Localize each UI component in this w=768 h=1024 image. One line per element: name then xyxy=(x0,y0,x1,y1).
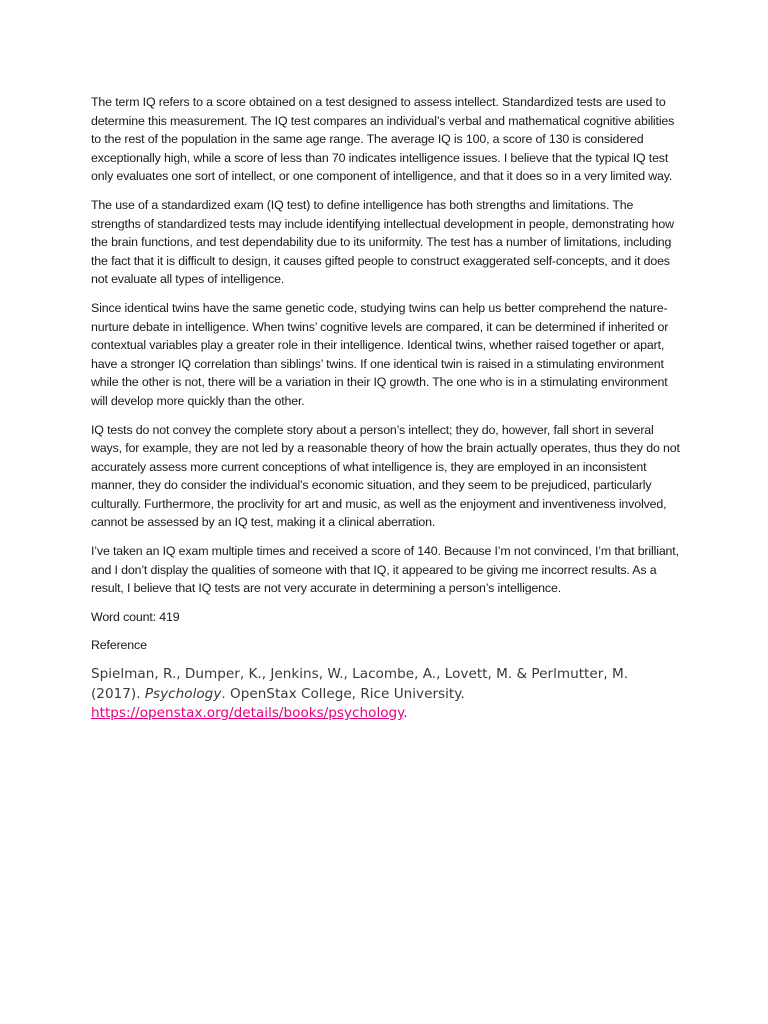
reference-url-link[interactable]: https://openstax.org/details/books/psychology xyxy=(91,705,404,722)
paragraph-strengths-limitations: The use of a standardized exam (IQ test) to define intelligence has both strengths and limitations. The strengths of standardized tests may include identifying intellectual development in people, demonstrating how the brain functions, and test dependability due to its uniformity. The test has a number of limitations, including the fact that it is difficult to design, it causes gifted people to construct exaggerated self-concepts, and it does not evaluate all types of intelligence. xyxy=(91,197,674,287)
reference-citation xyxy=(91,665,681,724)
reference-authors: Spielman, R., Dumper, K., Jenkins, W., Lacombe, A., Lovett, M. & Perlmutter, M. (2017). xyxy=(91,666,629,702)
word-count: Word count: 419 xyxy=(91,609,180,624)
paragraph-iq-shortcomings: IQ tests do not convey the complete story about a person’s intellect; they do, however, fall short in several ways, for example, they are not led by a reasonable theory of how the brain actually operates, thus they do not accurately assess more current conceptions of what intelligence is, they are employed in an inconsistent manner, they do consider the individual’s economic situation, and they seem to be prejudiced, particularly culturally. Furthermore, the proclivity for art and music, as well as the enjoyment and inventiveness involved, cannot be assessed by an IQ test, making it a clinical aberration. xyxy=(91,422,680,530)
document-body xyxy=(91,93,681,724)
reference-publisher: . OpenStax College, Rice University. xyxy=(221,685,465,702)
paragraph-twin-studies: Since identical twins have the same genetic code, studying twins can help us better comprehend the nature-nurture debate in intelligence. When twins’ cognitive levels are compared, it can be determined if inherited or contextual variables play a greater role in their intelligence. Identical twins, whether raised together or apart, have a stronger IQ correlation than siblings’ twins. If one identical twin is raised in a stimulating environment while the other is not, there will be a variation in their IQ growth. The one who is in a stimulating environment will develop more quickly than the other. xyxy=(91,300,669,408)
paragraph-iq-definition: The term IQ refers to a score obtained on a test designed to assess intellect. Standardized tests are used to determine this measurement. The IQ test compares an individual’s verbal and mathematical cognitive abilities to the rest of the population in the same age range. The average IQ is 100, a score of 130 is considered exceptionally high, while a score of less than 70 indicates intelligence issues. I believe that the typical IQ test only evaluates one sort of intellect, or one component of intelligence, and that it does so in a very limited way. xyxy=(91,95,675,184)
paragraph-personal-experience: I’ve taken an IQ exam multiple times and received a score of 140. Because I’m not convinced, I’m that brilliant, and I don’t display the qualities of someone with that IQ, it appeared to be giving me incorrect results. As a result, I believe that IQ tests are not very accurate in determining a person’s intelligence. xyxy=(91,544,679,596)
reference-trailing-period: . xyxy=(403,705,408,722)
reference-heading: Reference xyxy=(91,638,147,653)
reference-title: Psychology xyxy=(144,685,222,702)
